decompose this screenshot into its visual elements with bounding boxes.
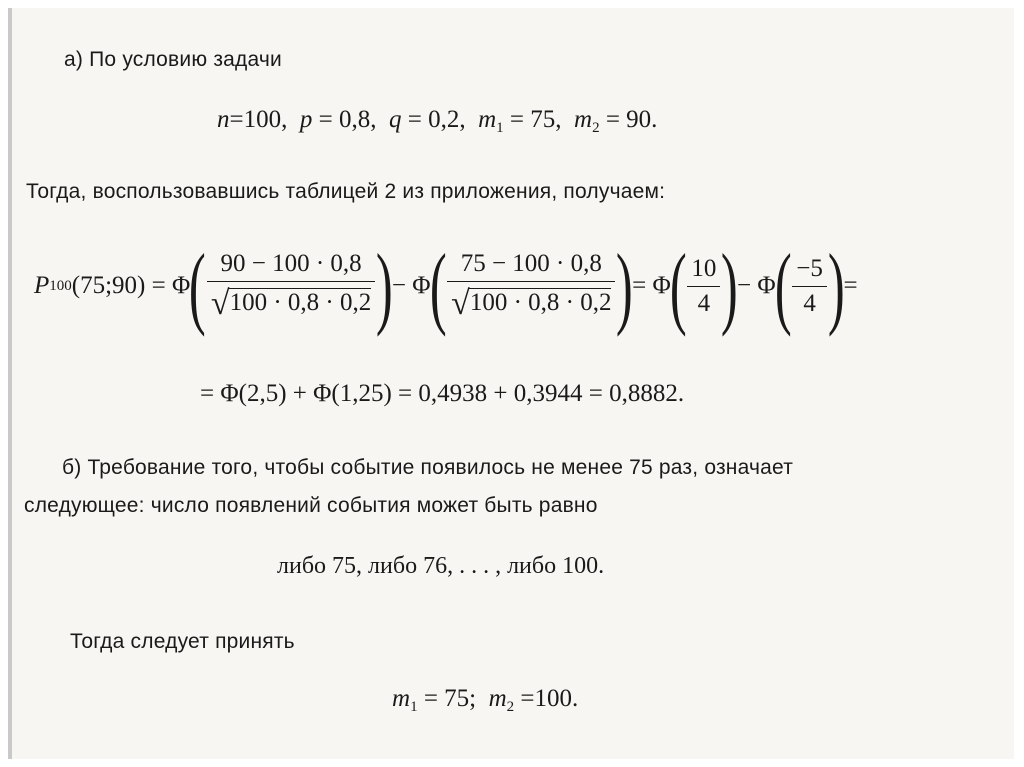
lhs-arguments: (75;90) = Φ [71,272,191,299]
m1-variable: m [478,106,497,133]
right-paren-2: ) [616,235,634,337]
final-m2-variable: m [488,685,507,712]
left-paren-4: ( [774,235,792,337]
fraction-2-numerator: 75 − 100 · 0,8 [447,250,615,282]
m2-value: = 90. [605,106,658,133]
final-m2-value: =100. [520,685,579,712]
m2-subscript: 2 [592,120,600,136]
fraction-4 [792,255,827,318]
fraction-1-numerator: 90 − 100 · 0,8 [207,250,375,282]
result-line: = Φ(2,5) + Φ(1,25) = 0,4938 + 0,3944 = 0,8882. [200,380,685,407]
final-m1-subscript: 1 [410,699,418,715]
fraction-3-denominator: 4 [697,289,711,317]
m1-value: = 75, [509,106,562,133]
fraction-1-radicand: 100 · 0,8 · 0,2 [229,288,372,316]
equals-phi: = Φ [632,272,671,299]
right-paren-1: ) [376,235,393,337]
p-subscript: 100 [49,277,72,294]
given-values [217,106,657,137]
scanned-page [8,8,1014,759]
right-paren-4: ) [827,235,845,337]
radical-2: √ [451,284,470,322]
radical-1: √ [210,284,230,322]
fraction-2-denominator [447,282,615,323]
fraction-2 [447,250,615,323]
fraction-1-denominator [207,282,375,323]
fraction-2-radicand: 100 · 0,8 · 0,2 [469,288,612,316]
section-a-intro: а) По условию задачи [64,48,282,71]
equals-end: = [843,272,858,299]
fraction-1 [207,250,375,323]
n-variable: n [217,106,230,133]
m1-subscript: 1 [496,120,504,136]
final-m1-variable: m [392,685,411,712]
fraction-3 [687,255,720,318]
p-value: = 0,8, [318,106,377,133]
left-paren-1: ( [189,235,207,337]
probability-formula [34,236,858,336]
minus-phi-2: − Φ [737,272,776,299]
final-m2-subscript: 2 [506,699,515,715]
either-line: либо 75, либо 76, . . . , либо 100. [277,553,605,579]
q-variable: q [388,106,402,133]
p-symbol: P [34,272,50,299]
fraction-4-numerator: −5 [792,255,827,287]
then-accept-text: Тогда следует принять [70,630,295,653]
n-value: =100, [229,106,288,133]
final-values [392,685,578,716]
left-paren-3: ( [669,235,687,337]
m2-variable: m [574,106,593,133]
minus-phi-1: − Φ [391,272,431,299]
fraction-4-denominator: 4 [803,289,816,317]
p-variable: p [299,106,313,133]
section-b-line-1: б) Требование того, чтобы событие появилось не менее 75 раз, означает [62,456,794,479]
right-paren-3: ) [721,235,739,337]
section-b-line-2: следующее: число появлений события может быть равно [24,494,598,517]
final-m1-value: = 75; [423,685,477,712]
fraction-3-numerator: 10 [687,255,720,287]
then-text: Тогда, воспользовавшись таблицей 2 из приложения, получаем: [26,180,666,203]
q-value: = 0,2, [407,106,466,133]
left-paren-2: ( [429,235,447,337]
